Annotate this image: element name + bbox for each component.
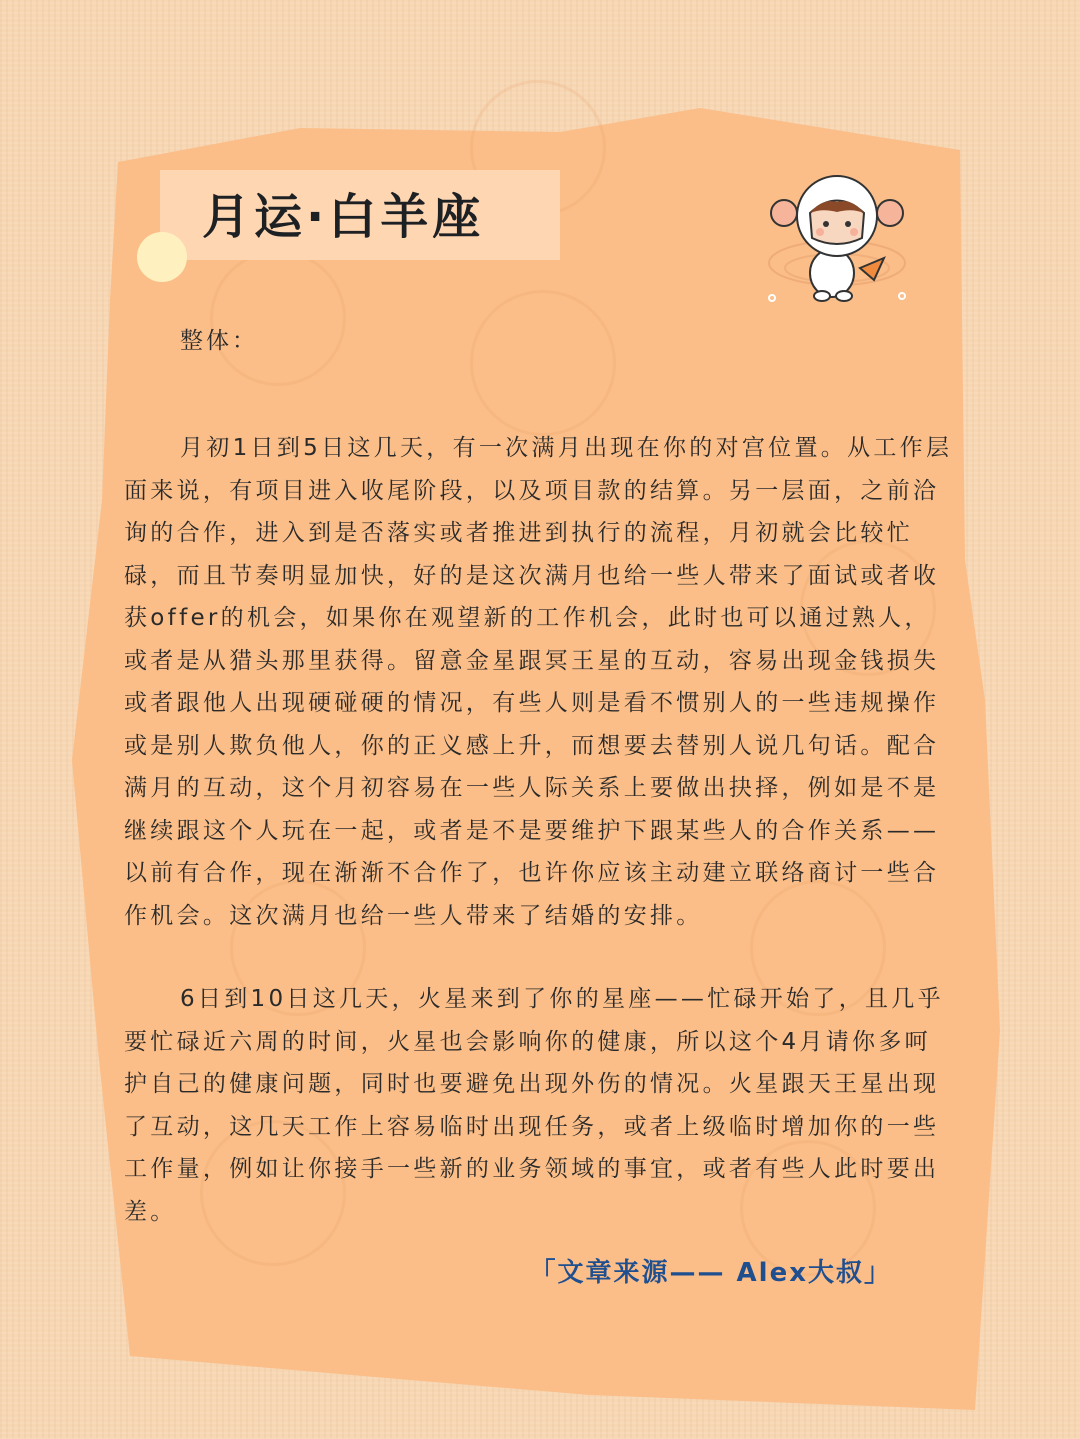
paragraph: 6日到10日这几天，火星来到了你的星座——忙碌开始了，且几乎要忙碌近六周的时间，火星也会影响你的健康，所以这个4月请你多呵护自己的健康问题，同时也要避免出现外伤的情况。火星跟天王星出现了互动，这几天工作上容易临时出现任务，或者上级临时增加你的一些工作量，例如让你接手一些新的业务领域的事宜，或者有些人此时要出差。 [124,986,944,1225]
watermark-stamp [210,250,346,386]
watermark-stamp [470,290,616,436]
page-title: 月运·白羊座 [202,189,485,245]
sheep-mascot-icon [762,168,912,308]
paragraph: 月初1日到5日这几天，有一次满月出现在你的对宫位置。从工作层面来说，有项目进入收尾阶段，以及项目款的结算。另一层面，之前洽询的合作，进入到是否落实或者推进到执行的流程，月初就会比较忙碌，而且节奏明显加快，好的是这次满月也给一些人带来了面试或者收获offer的机会，如果你在观望新的工作机会，此时也可以通过熟人，或者是从猎头那里获得。留意金星跟冥王星的互动，容易出现金钱损失或者跟他人出现硬碰硬的情况，有些人则是看不惯别人的一些违规操作或是别人欺负他人，你的正义感上升，而想要去替别人说几句话。配合满月的互动，这个月初容易在一些人际关系上要做出抉择，例如是不是继续跟这个人玩在一起，或者是不是要维护下跟某些人的合作关系——以前有合作，现在渐渐不合作了，也许你应该主动建立联络商讨一些合作机会。这次满月也给一些人带来了结婚的安排。 [124,435,953,929]
source-credit: 「文章来源—— Alex大叔」 [529,1258,892,1288]
decorative-dot-icon [137,232,187,282]
section-label-overall: 整体： [180,328,258,354]
